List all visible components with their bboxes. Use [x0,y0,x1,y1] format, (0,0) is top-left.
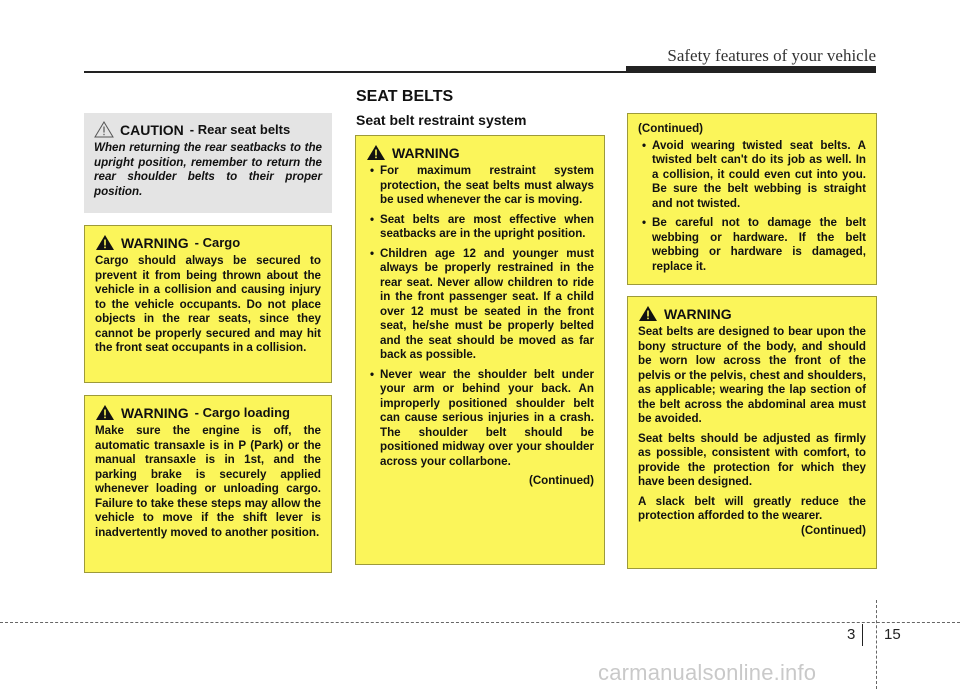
caution-text: When returning the rear seatbacks to the upright position, remember to return the rear shoulder belts to their proper position. [94,141,322,198]
continued-list [638,139,866,275]
header-rule [84,71,876,73]
section-heading: SEAT BELTS [356,88,454,105]
list-item: • Children age 12 and younger must always be properly restrained in the rear seat. Never allow children to ride in the front passenger seat. If a child over 12 must be seated in the front seat, he/she must be properly belted and the seat should be moved as far back as possible. [366,247,594,363]
continued-heading: (Continued) [638,122,704,135]
warning-right-paragraph: Seat belts should be adjusted as firmly as possible, consistent with comfort, to provide the protection for which they have been designed. [638,431,866,488]
watermark: carmanualsonline.info [598,660,817,685]
list-item: • Never wear the shoulder belt under your arm or behind your back. An improperly positioned shoulder belt can cause serious injuries in a crash. The shoulder belt should be positioned midway over your shoulder across your collarbone. [366,368,594,470]
list-item: • Avoid wearing twisted seat belts. A twisted belt can't do its job as well. In a collision, it could even cut into you. Be sure the belt webbing is straight and not twisted. [638,139,866,212]
warning-cargo [84,225,332,383]
continued-label: (Continued) [528,474,594,487]
warning-cargo-subtitle: - Cargo [194,235,241,250]
caution-rear-seat-belts [84,113,332,213]
warning-right-paragraph: A slack belt will greatly reduce the protection afforded to the wearer. [638,494,866,522]
warning-cargo-loading [84,395,332,573]
continued-warning [627,113,877,285]
warning-triangle-icon [638,305,658,322]
warning-restraint-title [366,144,594,161]
caution-subtitle: - Rear seat belts [189,122,291,137]
warning-right-paragraph: Seat belts are designed to bear upon the bony structure of the body, and should be worn low across the front of the pelvis or the pelvis, chest and shoulders, as applicable; wearing the lap section of the belt across the abdominal area must be avoided. [638,325,866,425]
warning-triangle-icon [366,144,386,161]
chapter-number: 3 [847,626,856,643]
warning-right-label: WARNING [664,305,732,322]
caution-label: CAUTION [120,121,184,138]
warning-triangle-icon [95,404,115,421]
warning-restraint-system [355,135,605,565]
warning-right-title [638,305,866,322]
caution-triangle-icon [94,121,114,138]
page-number-divider [862,624,863,646]
caution-title [94,121,322,138]
warning-loading-title [95,404,321,421]
warning-cargo-label: WARNING [121,234,189,251]
footer-dashed-rule [0,622,960,623]
warning-seat-belt-wear [627,296,877,569]
warning-restraint-label: WARNING [392,144,460,161]
list-item: • Seat belts are most effective when seatbacks are in the upright position. [366,213,594,242]
warning-cargo-text: Cargo should always be secured to prevent it from being thrown about the vehicle in a collision and causing injury to the vehicle occupants. Do not place objects in the rear seats, since they cannot be properly secured and may hit the front seat occupants in a collision. [95,254,321,354]
warning-cargo-title [95,234,321,251]
warning-restraint-list [366,164,594,469]
footer-dashed-vertical [876,600,877,689]
warning-loading-text: Make sure the engine is off, the automatic transaxle is in P (Park) or the manual transaxle is in 1st, and the parking brake is securely applied whenever loading or unloading cargo. Failure to take these steps may allow the vehicle to move if the shift lever is inadvertently moved to another position. [95,424,321,539]
warning-loading-subtitle: - Cargo loading [194,405,291,420]
section-subheading: Seat belt restraint system [356,112,527,128]
header-title: Safety features of your vehicle [667,46,876,65]
warning-triangle-icon [95,234,115,251]
continued-label: (Continued) [800,523,866,537]
warning-loading-label: WARNING [121,404,189,421]
list-item: • For maximum restraint system protection, the seat belts must always be used whenever the car is moving. [366,164,594,208]
page-number: 15 [884,626,901,643]
list-item: • Be careful not to damage the belt webbing or hardware. If the belt webbing or hardware is damaged, replace it. [638,216,866,274]
